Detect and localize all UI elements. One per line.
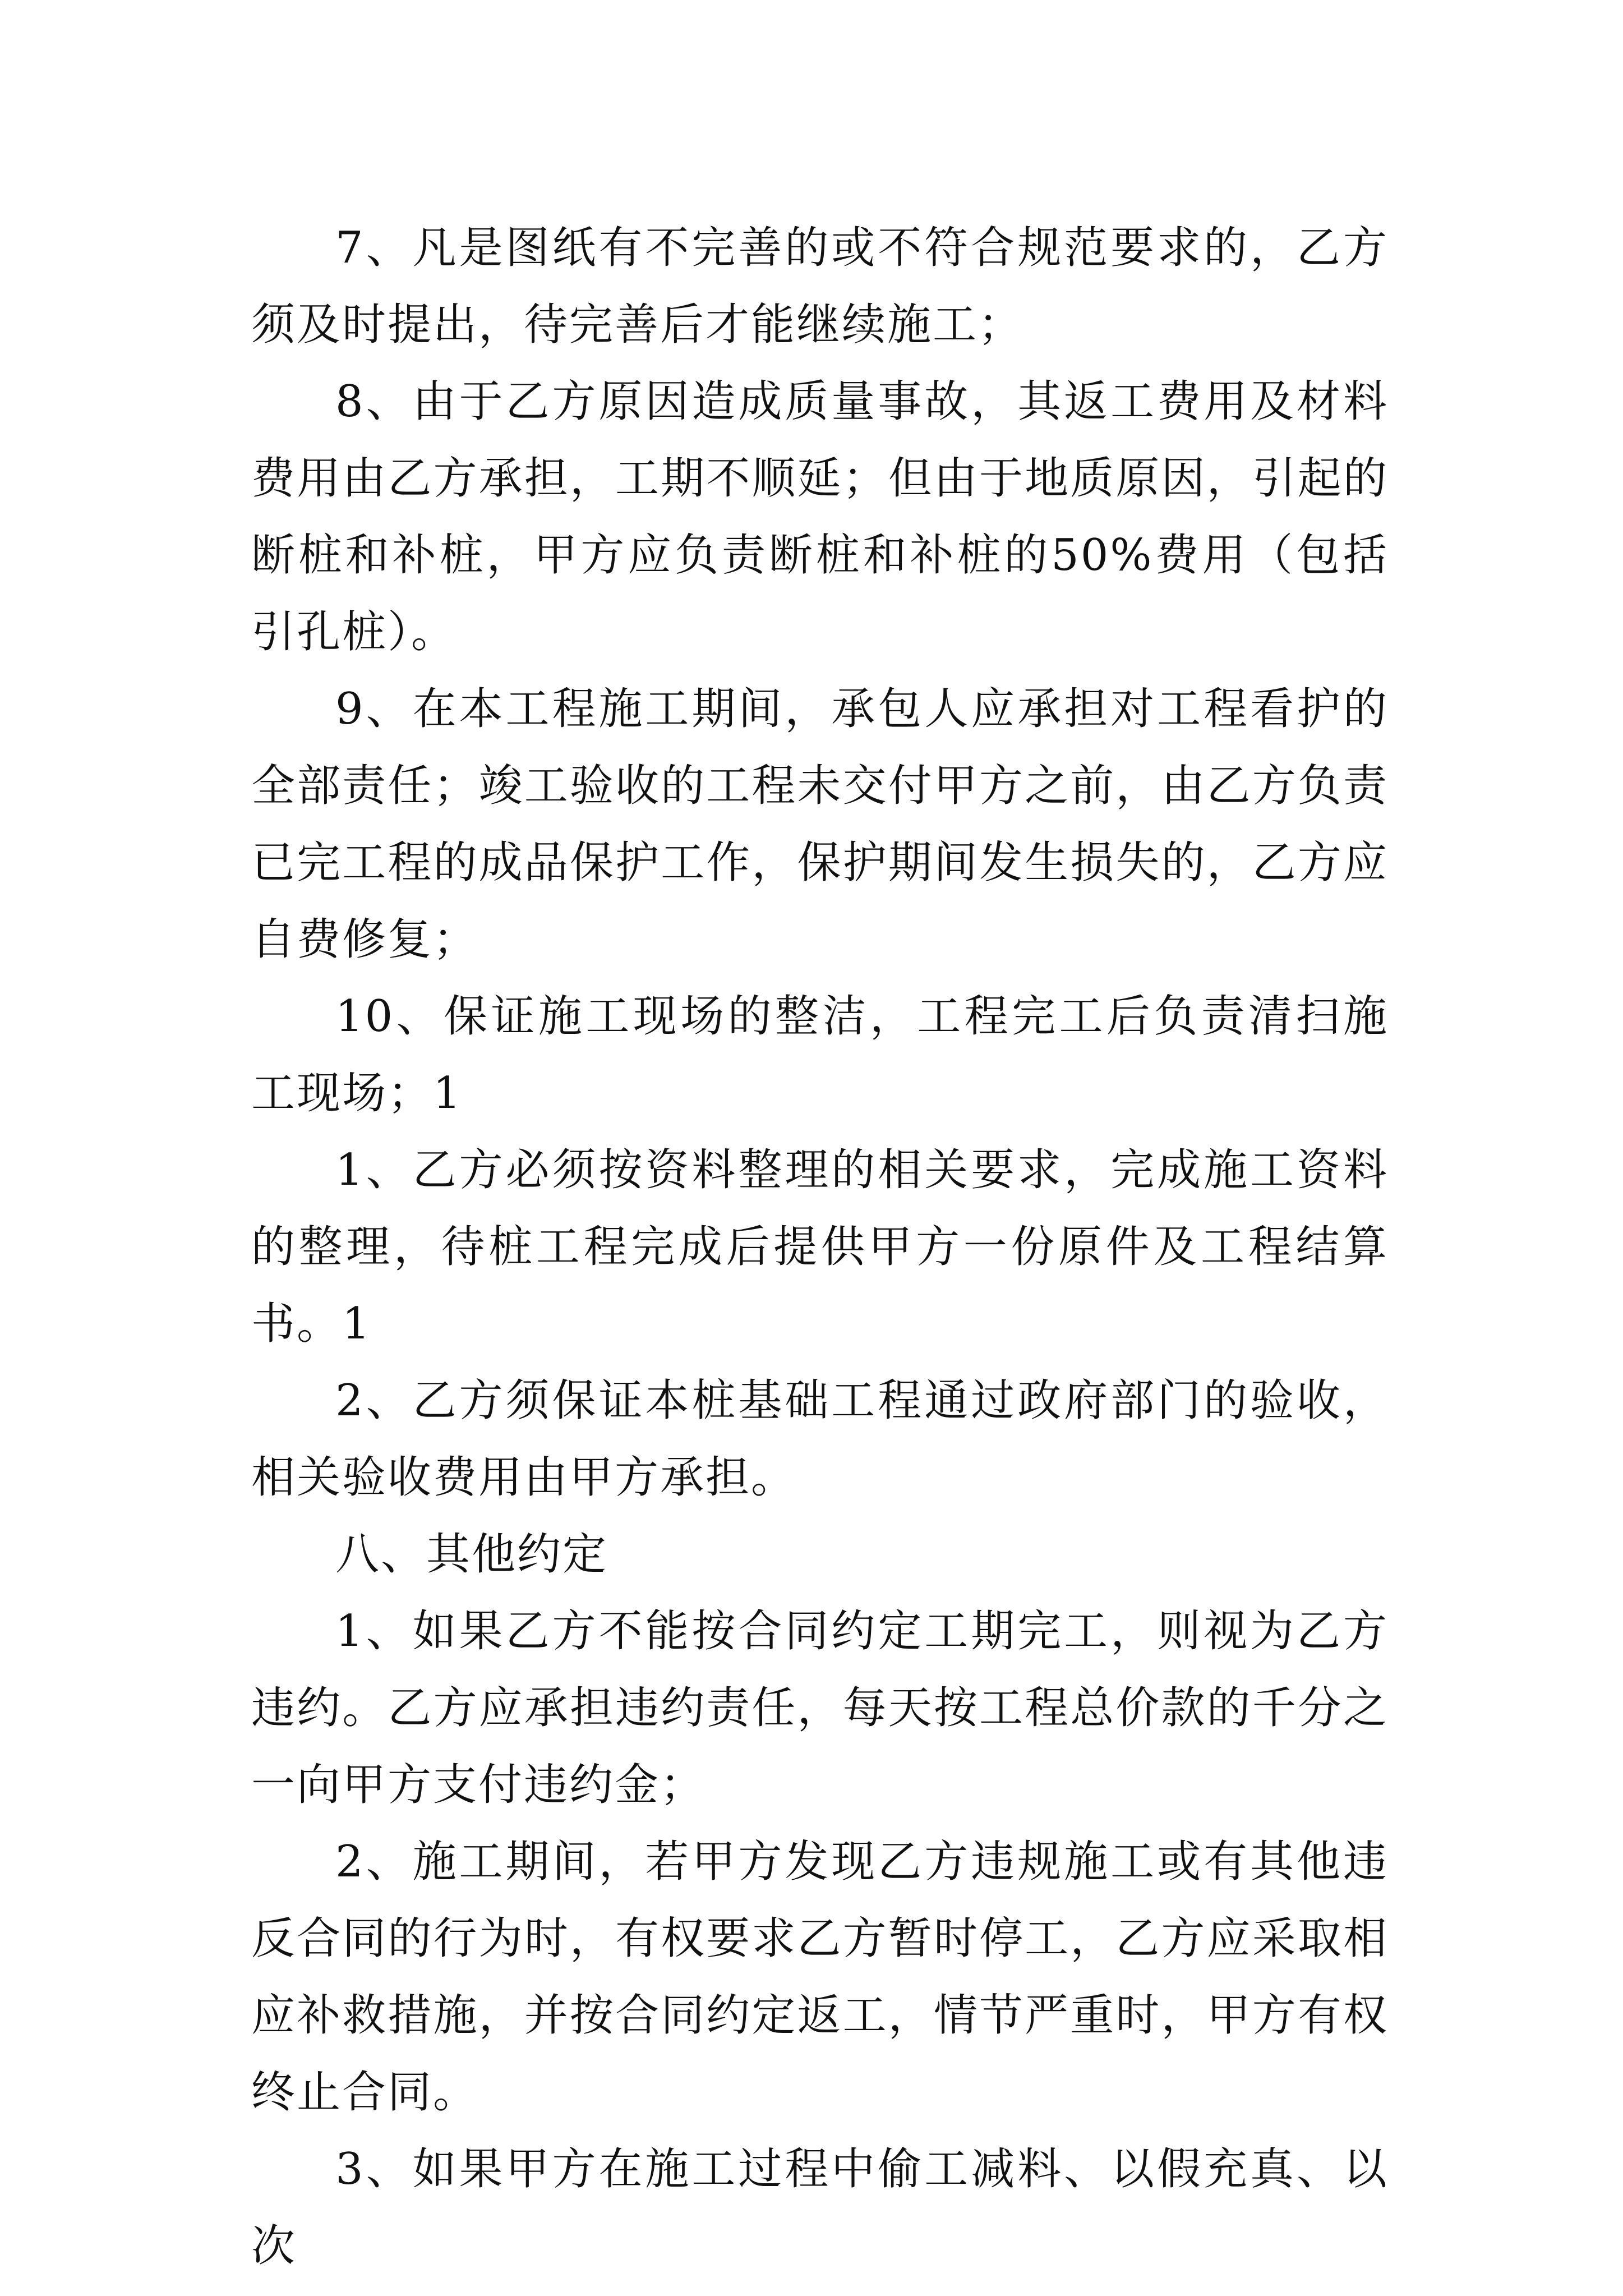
section-heading-other-agreements: 八、其他约定 [335, 1529, 608, 1580]
clause-11: 1、乙方必须按资料整理的相关要求，完成施工资料的整理，待桩工程完成后提供甲方一份原件及工程结算书。1 [251, 1145, 1389, 1349]
clause-8: 8、由于乙方原因造成质量事故，其返工费用及材料费用由乙方承担，工期不顺延；但由于地质原因，引起的断桩和补桩，甲方应负责断桩和补桩的50%费用（包括引孔桩）。 [251, 376, 1389, 657]
clause-10: 10、保证施工现场的整洁，工程完工后负责清扫施工现场；1 [251, 991, 1389, 1119]
clause-7: 7、凡是图纸有不完善的或不符合规范要求的，乙方须及时提出，待完善后才能继续施工； [251, 223, 1389, 350]
clause-9: 9、在本工程施工期间，承包人应承担对工程看护的全部责任；竣工验收的工程未交付甲方之前，由乙方负责已完工程的成品保护工作，保护期间发生损失的，乙方应自费修复； [251, 684, 1389, 965]
document-body [251, 210, 1389, 2285]
clause-12: 2、乙方须保证本桩基础工程通过政府部门的验收，相关验收费用由甲方承担。 [251, 1375, 1389, 1503]
other-clause-3: 3、如果甲方在施工过程中偷工减料、以假充真、以次 [251, 2144, 1389, 2271]
other-clause-2: 2、施工期间，若甲方发现乙方违规施工或有其他违反合同的行为时，有权要求乙方暂时停工，乙方应采取相应补救措施，并按合同约定返工，情节严重时，甲方有权终止合同。 [251, 1837, 1389, 2118]
other-clause-1: 1、如果乙方不能按合同约定工期完工，则视为乙方违约。乙方应承担违约责任，每天按工程总价款的千分之一向甲方支付违约金； [251, 1606, 1389, 1810]
